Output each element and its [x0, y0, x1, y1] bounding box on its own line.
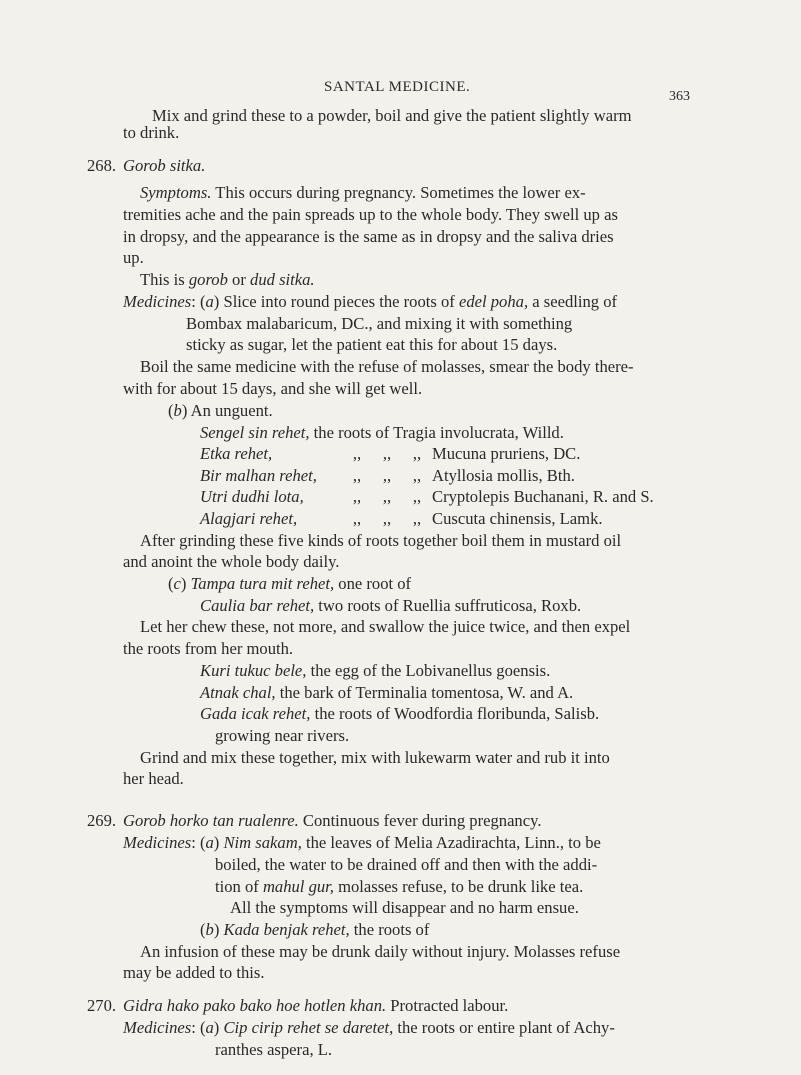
recipe-row	[342, 509, 603, 529]
section-number: 270.	[87, 996, 117, 1015]
text-span: : (	[191, 1018, 206, 1037]
text-span: Continuous fever during pregnancy.	[298, 811, 542, 830]
italic-term: mahul gur,	[262, 877, 334, 896]
ditto-mark: ,,	[382, 444, 392, 463]
text-span: Protracted labour.	[386, 996, 509, 1015]
ditto-mark: ,,	[352, 487, 362, 506]
text-span: tion of	[215, 877, 263, 896]
italic-term: Nim sakam,	[223, 833, 302, 852]
item-letter: a	[205, 1018, 214, 1037]
text-line	[140, 270, 315, 290]
text-span: )	[213, 1018, 224, 1037]
text-span: Cuscuta chinensis, Lamk.	[432, 509, 603, 528]
text-span: Mucuna pruriens, DC.	[432, 444, 581, 463]
text-line: growing near rivers.	[215, 726, 350, 745]
recipe-term: Utri dudhi lota,	[200, 487, 304, 506]
section-title	[123, 811, 541, 831]
text-line	[168, 574, 411, 594]
recipe-row	[200, 423, 564, 443]
text-line: up.	[123, 248, 144, 267]
italic-term: Gorob horko tan rualenre.	[123, 811, 299, 830]
text-line	[123, 292, 617, 312]
text-span: two roots of Ruellia suffruticosa, Roxb.	[314, 596, 582, 615]
section-number: 268.	[87, 156, 117, 175]
text-span: a seedling of	[528, 292, 618, 311]
text-line: boiled, the water to be drained off and then with the addi-	[215, 855, 598, 874]
text-span: the roots of Tragia involucrata, Willd.	[309, 423, 564, 442]
text-span: molasses refuse, to be drunk like tea.	[333, 877, 584, 896]
item-letter: b	[173, 401, 182, 420]
text-line	[140, 183, 586, 203]
symptoms-label: Symptoms.	[140, 183, 212, 202]
italic-term: Gada icak rehet,	[200, 704, 311, 723]
text-line	[200, 704, 599, 724]
item-letter: b	[205, 920, 214, 939]
text-line	[168, 401, 273, 421]
italic-term: Cip cirip rehet se daretet,	[223, 1018, 394, 1037]
ditto-mark: ,,	[412, 444, 422, 463]
item-letter: a	[205, 292, 214, 311]
text-span: )	[213, 920, 224, 939]
text-line	[215, 877, 583, 897]
text-span: the roots or entire plant of Achy-	[393, 1018, 615, 1037]
text-line: and anoint the whole body daily.	[123, 552, 340, 571]
text-line: her head.	[123, 769, 184, 788]
text-span: the leaves of Melia Azadirachta, Linn., to be	[301, 833, 601, 852]
text-line: Mix and grind these to a powder, boil and give the patient slightly warm	[152, 106, 632, 125]
italic-term: dud sitka.	[250, 270, 315, 289]
text-span: the roots of	[349, 920, 430, 939]
section-title: Gorob sitka.	[123, 156, 206, 175]
ditto-mark: ,,	[412, 487, 422, 506]
ditto-mark: ,,	[352, 509, 362, 528]
text-line	[123, 1018, 615, 1038]
italic-term: Tampa tura mit rehet,	[190, 574, 335, 593]
ditto-mark: ,,	[352, 444, 362, 463]
text-span: : (	[191, 292, 206, 311]
text-line: Let her chew these, not more, and swallow the juice twice, and then expel	[140, 617, 631, 636]
text-line: After grinding these five kinds of roots together boil them in mustard oil	[140, 531, 622, 550]
item-letter: a	[205, 833, 214, 852]
text-line: ranthes aspera, L.	[215, 1040, 333, 1059]
text-span: ) An unguent.	[181, 401, 273, 420]
italic-term: Kuri tukuc bele,	[200, 661, 307, 680]
text-span: This is	[140, 270, 189, 289]
ditto-mark: ,,	[352, 466, 362, 485]
recipe-term: Etka rehet,	[200, 444, 273, 463]
text-line: An infusion of these may be drunk daily without injury. Molasses refuse	[140, 942, 621, 961]
item-letter: c	[173, 574, 181, 593]
text-span: the egg of the Lobivanellus goensis.	[306, 661, 551, 680]
text-span: or	[227, 270, 251, 289]
section-title	[123, 996, 508, 1016]
text-line: with for about 15 days, and she will get well.	[123, 379, 423, 398]
recipe-row	[342, 466, 575, 486]
text-span: : (	[191, 833, 206, 852]
text-span: ) Slice into round pieces the roots of	[213, 292, 459, 311]
ditto-mark: ,,	[382, 487, 392, 506]
italic-term: gorob	[188, 270, 228, 289]
text-span: one root of	[334, 574, 412, 593]
text-line	[200, 661, 550, 681]
text-line: Boil the same medicine with the refuse of molasses, smear the body there-	[140, 357, 634, 376]
italic-term: edel poha,	[458, 292, 529, 311]
text-line	[123, 833, 601, 853]
text-span: (	[200, 920, 206, 939]
ditto-mark: ,,	[412, 509, 422, 528]
italic-term: Caulia bar rehet,	[200, 596, 315, 615]
text-line: may be added to this.	[123, 963, 265, 982]
section-number: 269.	[87, 811, 117, 830]
page-number: 363	[669, 89, 690, 104]
recipe-row	[342, 487, 654, 507]
running-title: SANTAL MEDICINE.	[324, 79, 471, 95]
text-line: sticky as sugar, let the patient eat this for about 15 days.	[186, 335, 558, 354]
text-span: the bark of Terminalia tomentosa, W. and A.	[275, 683, 574, 702]
ditto-mark: ,,	[382, 466, 392, 485]
text-span: Atyllosia mollis, Bth.	[432, 466, 575, 485]
text-line: tremities ache and the pain spreads up to the whole body. They swell up as	[123, 205, 618, 224]
recipe-row	[342, 444, 580, 464]
medicines-label: Medicines	[123, 833, 192, 852]
text-span: )	[180, 574, 191, 593]
recipe-term: Alagjari rehet,	[200, 509, 298, 528]
text-line: Bombax malabaricum, DC., and mixing it with something	[186, 314, 573, 333]
text-line: in dropsy, and the appearance is the same as in dropsy and the saliva dries	[123, 227, 614, 246]
text-span: Cryptolepis Buchanani, R. and S.	[432, 487, 654, 506]
italic-term: Kada benjak rehet,	[223, 920, 350, 939]
text-line	[200, 683, 573, 703]
text-line: the roots from her mouth.	[123, 639, 294, 658]
text-line: to drink.	[123, 123, 180, 142]
text-span: the roots of Woodfordia floribunda, Salisb.	[310, 704, 600, 723]
text-span: (	[168, 401, 174, 420]
ditto-mark: ,,	[382, 509, 392, 528]
text-line	[200, 920, 429, 940]
italic-term: Atnak chal,	[200, 683, 276, 702]
medicines-label: Medicines	[123, 1018, 192, 1037]
text-span: )	[213, 833, 224, 852]
text-span: This occurs during pregnancy. Sometimes the lower ex-	[211, 183, 586, 202]
italic-term: Gidra hako pako bako hoe hotlen khan.	[123, 996, 387, 1015]
ditto-mark: ,,	[412, 466, 422, 485]
text-line	[200, 596, 581, 616]
text-line: Grind and mix these together, mix with lukewarm water and rub it into	[140, 748, 610, 767]
italic-term: Sengel sin rehet,	[200, 423, 310, 442]
text-span: (	[168, 574, 174, 593]
recipe-term: Bir malhan rehet,	[200, 466, 317, 485]
text-line: All the symptoms will disappear and no harm ensue.	[230, 898, 579, 917]
medicines-label: Medicines	[123, 292, 192, 311]
